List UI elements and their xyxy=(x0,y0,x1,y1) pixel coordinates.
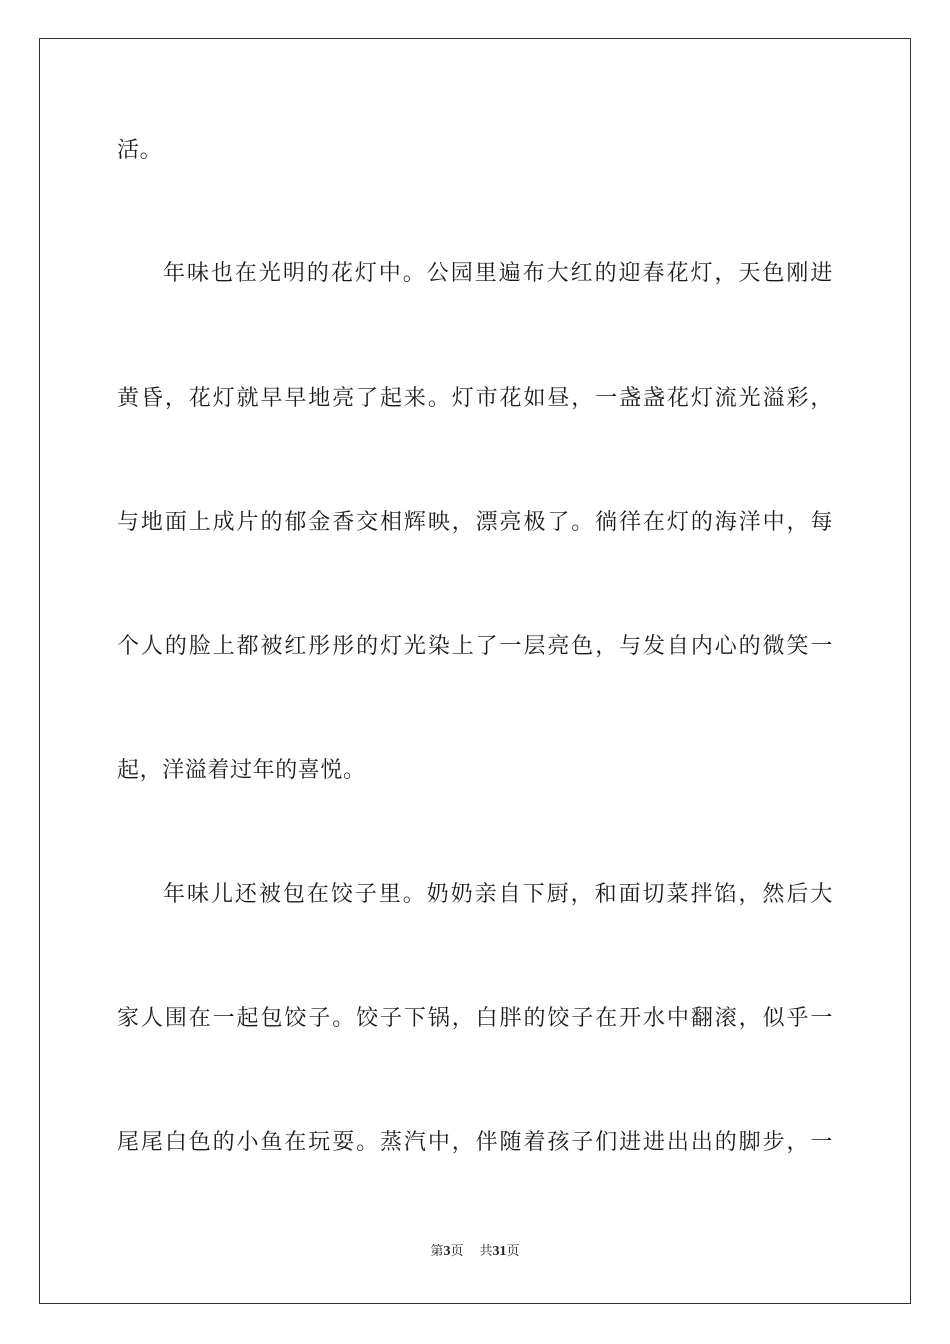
text-line-9: 尾尾白色的小鱼在玩耍。蒸汽中，伴随着孩子们进进出出的脚步，一 xyxy=(117,1130,833,1155)
total-pages: 31 xyxy=(492,1244,507,1259)
page-number: 3 xyxy=(443,1244,451,1259)
page-footer xyxy=(0,1243,950,1261)
text-line-2: 年味也在光明的花灯中。公园里遍布大红的迎春花灯，天色刚进 xyxy=(163,261,833,286)
text-line-8: 家人围在一起包饺子。饺子下锅，白胖的饺子在开水中翻滚，似乎一 xyxy=(117,1006,833,1031)
page-prefix: 第 xyxy=(430,1244,444,1259)
text-line-7: 年味儿还被包在饺子里。奶奶亲自下厨，和面切菜拌馅，然后大 xyxy=(163,882,833,907)
total-suffix: 页 xyxy=(506,1244,520,1259)
text-line-1: 活。 xyxy=(117,138,163,163)
page-border xyxy=(39,38,911,1304)
text-line-5: 个人的脸上都被红彤彤的灯光染上了一层亮色，与发自内心的微笑一 xyxy=(117,634,833,659)
text-line-6: 起，洋溢着过年的喜悦。 xyxy=(117,758,366,783)
text-line-4: 与地面上成片的郁金香交相辉映，漂亮极了。徜徉在灯的海洋中，每 xyxy=(117,510,833,535)
page-suffix: 页 xyxy=(450,1244,464,1259)
total-prefix: 共 xyxy=(479,1244,493,1259)
text-line-3: 黄昏，花灯就早早地亮了起来。灯市花如昼，一盏盏花灯流光溢彩， xyxy=(117,386,833,411)
